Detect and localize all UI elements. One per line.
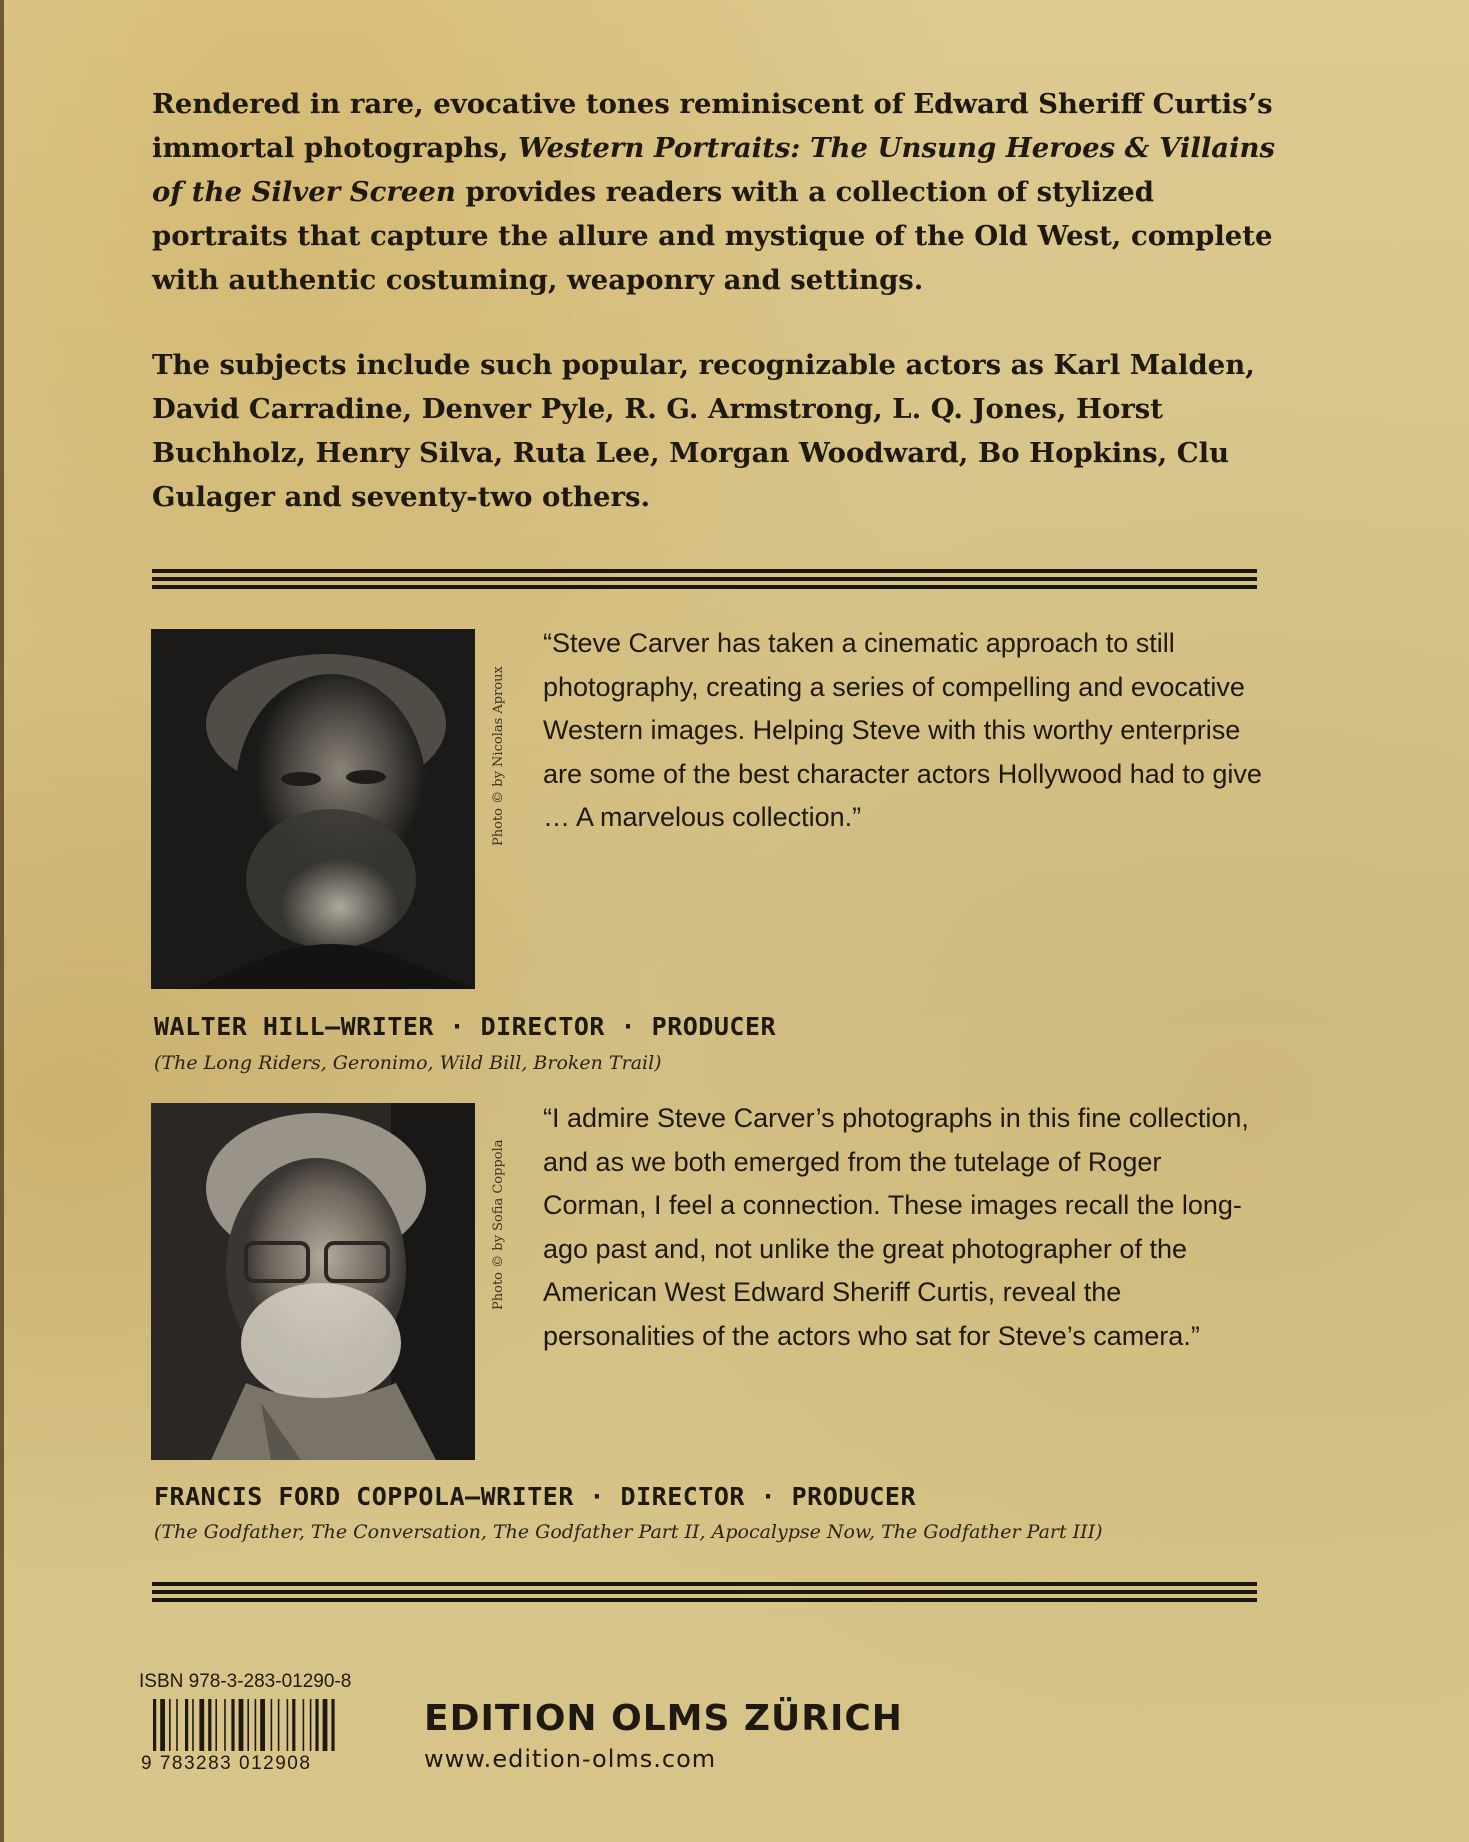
barcode-bar xyxy=(192,1699,194,1751)
barcode-bar xyxy=(215,1699,217,1751)
barcode-bar xyxy=(176,1699,178,1751)
barcode-bar xyxy=(331,1699,334,1751)
films-walter-hill: (The Long Riders, Geronimo, Wild Bill, Broken Trail) xyxy=(154,1052,662,1074)
publisher-website: www.edition-olms.com xyxy=(424,1745,717,1773)
intro-paragraph-2 xyxy=(152,343,1287,519)
barcode xyxy=(139,1699,375,1771)
barcode-bar xyxy=(287,1699,289,1751)
barcode-bar xyxy=(169,1699,171,1751)
subjects-text: The subjects include such popular, recognizable actors as Karl Malden, David Carradine, Denver Pyle, R. G. Armstrong, L. Q. Jones, Horst Buchholz, Henry Silva, Ruta Lee, Morgan Woodward, Bo Hopkins, Clu Gulager and seventy-two others. xyxy=(152,349,1255,513)
triple-rule-divider xyxy=(152,569,1257,589)
photo-credit-1: Photo © by Nicolas Aproux xyxy=(491,666,506,846)
barcode-bar xyxy=(255,1699,257,1751)
barcode-bar xyxy=(292,1699,295,1751)
barcode-digits: 9 783283 012908 xyxy=(141,1753,312,1771)
quote-francis-ford-coppola: “I admire Steve Carver’s photographs in this fine collection, and as we both emerged from the tutelage of Roger Corman, I feel a connection. These images recall the long-ago past and, not unlike the great photographer of the American West Edward Sheriff Curtis, reveal the personalities of the actors who sat for Steve’s camera.” xyxy=(543,1103,1249,1351)
attribution-walter-hill: WALTER HILL—WRITER · DIRECTOR · PRODUCER xyxy=(154,1012,777,1041)
barcode-bar xyxy=(310,1699,312,1751)
barcode-bar xyxy=(224,1699,226,1751)
intro-text-start: Rendered in rare, evocative tones reminiscent of Edward Sheriff Curtis’s immortal photographs, xyxy=(152,88,1273,164)
barcode-bar xyxy=(271,1699,273,1751)
attribution-francis-ford-coppola: FRANCIS FORD COPPOLA—WRITER · DIRECTOR · PRODUCER xyxy=(154,1482,917,1511)
portrait-photo-francis-ford-coppola xyxy=(151,1103,475,1460)
barcode-bar xyxy=(247,1699,249,1751)
publisher-name: EDITION OLMS ZÜRICH xyxy=(424,1698,903,1739)
barcode-bar xyxy=(278,1699,280,1751)
barcode-bar xyxy=(199,1699,204,1751)
page-edge xyxy=(0,0,4,1842)
barcode-bar xyxy=(185,1699,188,1751)
barcode-bar xyxy=(260,1699,265,1751)
barcode-bar xyxy=(160,1699,165,1751)
portrait-photo-walter-hill xyxy=(151,629,475,989)
isbn-number: ISBN 978-3-283-01290-8 xyxy=(139,1671,352,1692)
barcode-bar xyxy=(239,1699,244,1751)
barcode-bar xyxy=(231,1699,234,1751)
photo-credit-2: Photo © by Sofia Coppola xyxy=(491,1139,506,1310)
quote-walter-hill: “Steve Carver has taken a cinematic approach to still photography, creating a series of compelling and evocative Western images. Helping Steve with this worthy enterprise are some of the best character actors Hollywood had to give … A marvelous collection.” xyxy=(543,628,1262,832)
barcode-bar xyxy=(303,1699,305,1751)
barcode-bar xyxy=(208,1699,211,1751)
barcode-bar xyxy=(315,1699,318,1751)
triple-rule-divider-bottom xyxy=(152,1582,1257,1602)
barcode-bar xyxy=(323,1699,328,1751)
barcode-bar xyxy=(153,1699,156,1751)
intro-paragraph-1 xyxy=(152,82,1287,302)
book-title: Western Portraits: The Unsung Heroes & Villains of the Silver Screen xyxy=(152,132,1276,208)
intro-text-end: provides readers with a collection of stylized portraits that capture the allure and mystique of the Old West, complete with authentic costuming, weaponry and settings. xyxy=(152,176,1273,296)
films-francis-ford-coppola: (The Godfather, The Conversation, The Godfather Part II, Apocalypse Now, The Godfather Part III) xyxy=(154,1521,1103,1543)
